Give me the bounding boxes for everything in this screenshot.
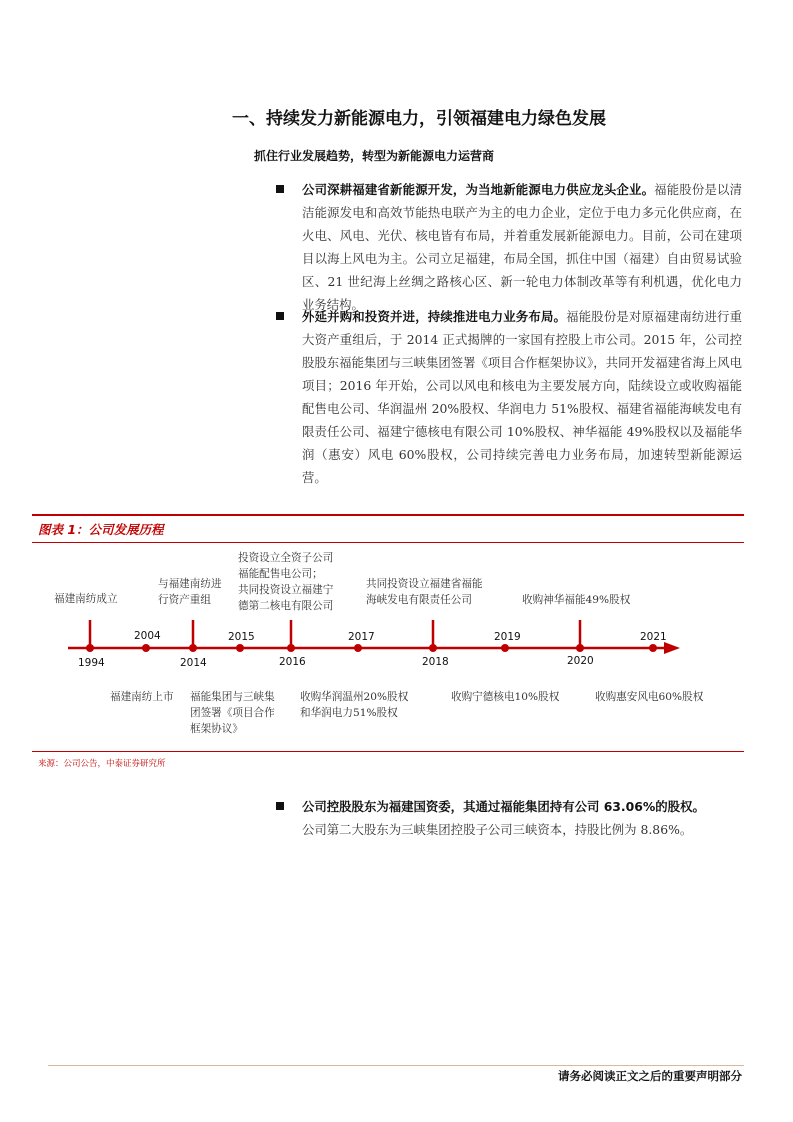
figure-source: 来源：公司公告，中泰证券研究所 [38,759,166,769]
timeline-year-2017: 2017 [348,631,375,643]
timeline-year-2015: 2015 [228,631,255,643]
timeline-dot-2015 [236,644,244,652]
timeline-year-2019: 2019 [494,631,521,643]
timeline-dot-2020 [576,644,584,652]
subsection-title: 抓住行业发展趋势，转型为新能源电力运营商 [254,149,495,163]
square-bullet-icon [276,802,284,810]
timeline-year-2021: 2021 [640,631,667,643]
bullet-item [276,795,742,841]
timeline-event-2017: 收购华润温州20%股权 和华润电力51%股权 [300,691,409,719]
timeline-year-2004: 2004 [134,630,161,642]
timeline-dot-2014 [189,644,197,652]
timeline-event-2021: 收购惠安风电60%股权 [595,691,704,703]
timeline-event-2015: 福能集团与三峡集 团签署《项目合作 框架协议》 [190,691,275,735]
timeline-event-2004: 福建南纺上市 [110,691,174,703]
figure-title: 图表 1：公司发展历程 [38,522,164,537]
timeline-year-2018: 2018 [422,656,449,668]
timeline-year-2020: 2020 [567,655,594,667]
timeline-arrow-icon [664,642,680,654]
timeline-dot-2016 [287,644,295,652]
timeline-event-1994: 福建南纺成立 [54,593,118,605]
timeline-event-2014: 与福建南纺进 行资产重组 [158,578,222,606]
timeline-event-2018: 共同投资设立福建省福能 海峡发电有限责任公司 [366,578,483,606]
timeline-year-2016: 2016 [279,656,306,668]
timeline-dot-2004 [142,644,150,652]
figure-bottom-rule [32,751,744,752]
bullet-lead: 公司控股股东为福建国资委，其通过福能集团持有公司 63.06%的股权。 [302,799,705,814]
section-title: 一、持续发力新能源电力，引领福建电力绿色发展 [232,109,606,129]
bullet-body: 福能股份是以清洁能源发电和高效节能热电联产为主的电力企业，定位于电力多元化供应商，在火电、风电、光伏、核电皆有布局，并着重发展新能源电力。目前，公司在建项目以海上风电为主。公司立足福建，布局全国，抓住中国（福建）自由贸易试验区、21 世纪海上丝绸之路核心区、新一轮电力体制改革等有利机遇，优化电力业务结构。 [302,182,743,312]
bullet-body: 福能股份是对原福建南纺进行重大资产重组后，于 2014 正式揭牌的一家国有控股上市公司。2015 年，公司控股股东福能集团与三峡集团签署《项目合作框架协议》，共同开发福建省海上风电项目；2016 年开始，公司以风电和核电为主要发展方向，陆续设立或收购福能配售电公司、华润温州 20%股权、华润电力 51%股权、福建省福能海峡发电有限责任公司、福建宁德核电有限公司 10%股权、神华福能 49%股权以及福能华润（惠安）风电 60%股权，公司持续完善电力业务布局，加速转型新能源运营。 [302,309,743,485]
bullet-lead: 公司深耕福建省新能源开发，为当地新能源电力供应龙头企业。 [302,182,655,197]
timeline-event-2019: 收购宁德核电10%股权 [451,691,560,703]
timeline-dot-2017 [354,644,362,652]
footer-disclaimer: 请务必阅读正文之后的重要声明部分 [558,1069,742,1083]
timeline-dot-2019 [501,644,509,652]
footer-rule [48,1065,744,1066]
timeline-event-2016: 投资设立全资子公司 福能配售电公司； 共同投资设立福建宁 德第二核电有限公司 [238,552,334,612]
timeline-dot-1994 [86,644,94,652]
bullet-body: 公司第二大股东为三峡集团控股子公司三峡资本，持股比例为 8.86%。 [302,822,693,837]
timeline-year-1994: 1994 [78,657,105,669]
timeline-year-2014: 2014 [180,657,207,669]
bullet-lead: 外延并购和投资并进，持续推进电力业务布局。 [302,309,567,324]
timeline-dot-2021 [649,644,657,652]
timeline-event-2020: 收购神华福能49%股权 [522,594,631,606]
timeline-dot-2018 [429,644,437,652]
